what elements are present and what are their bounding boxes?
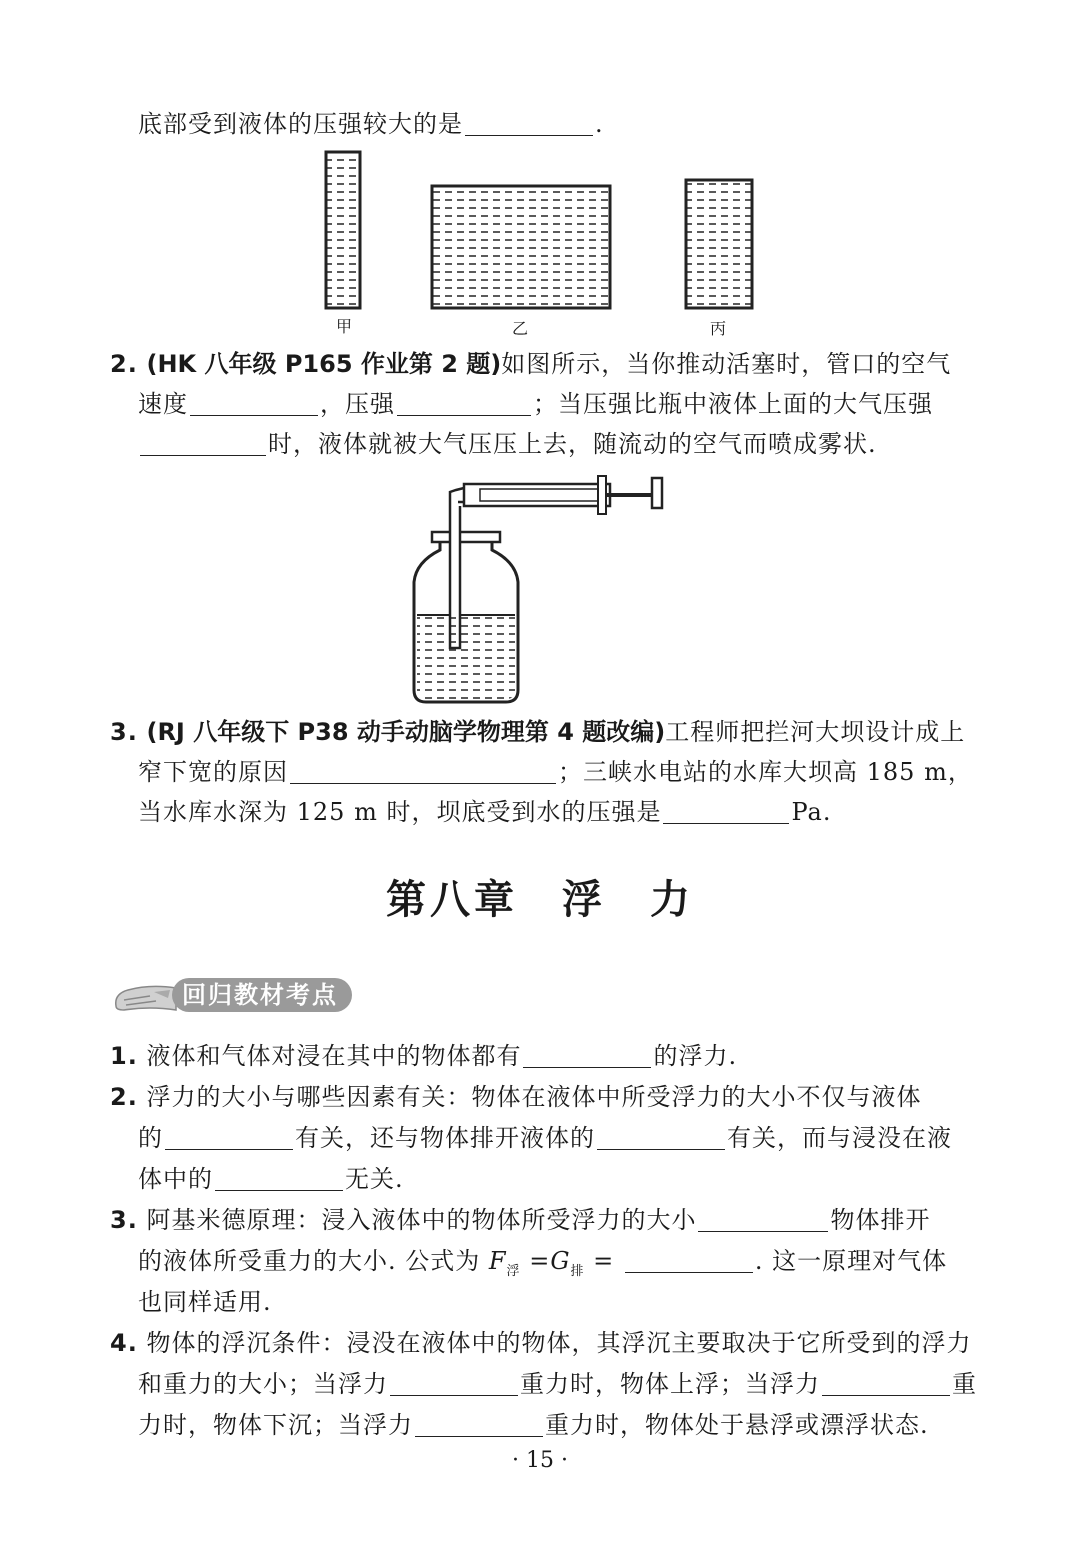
page-number: · 15 · bbox=[512, 1448, 568, 1473]
tube bbox=[450, 504, 460, 648]
answer-blank[interactable] bbox=[597, 1123, 725, 1150]
caption-yi: 乙 bbox=[512, 319, 529, 338]
answer-blank[interactable] bbox=[822, 1369, 950, 1396]
q2-line1: 2. (HK 八年级 P165 作业第 2 题)如图所示，当你推动活塞时，管口的空气 bbox=[110, 350, 952, 378]
container-bing bbox=[686, 180, 752, 308]
item-4-line1: 4. 物体的浮沉条件：浸没在液体中的物体，其浮沉主要取决于它所受到的浮力 bbox=[110, 1329, 972, 1357]
item-2-line2: 的 有关，还与物体排开液体的 有关，而与浸没在液 bbox=[138, 1124, 952, 1152]
caption-jia: 甲 bbox=[336, 317, 353, 336]
item-3-line3: 也同样适用. bbox=[138, 1288, 272, 1316]
caption-bing: 丙 bbox=[710, 319, 727, 338]
liquid-containers-figure bbox=[300, 148, 780, 348]
container-yi bbox=[432, 186, 610, 308]
book-icon bbox=[110, 980, 180, 1014]
container-jia bbox=[326, 152, 360, 308]
answer-blank[interactable] bbox=[415, 1410, 543, 1437]
item-3-line2: 的液体所受重力的大小. 公式为 $F_浮 =G_排$ = . 这一原理对气体 bbox=[138, 1247, 948, 1279]
q2-line2: 速度 ，压强 ；当压强比瓶中液体上面的大气压强 bbox=[138, 390, 933, 418]
answer-blank[interactable] bbox=[523, 1041, 651, 1068]
q3-line1: 3. (RJ 八年级下 P38 动手动脑学物理第 4 题改编)工程师把拦河大坝设计成上 bbox=[110, 718, 966, 746]
sprayer-figure bbox=[400, 470, 680, 710]
answer-blank[interactable] bbox=[190, 389, 318, 416]
item-1: 1. 液体和气体对浸在其中的物体都有 的浮力. bbox=[110, 1042, 738, 1070]
q3-line3: 当水库水深为 125 m 时，坝底受到水的压强是 Pa. bbox=[138, 798, 832, 826]
section-label: 回归教材考点 bbox=[172, 978, 352, 1012]
item-3-line1: 3. 阿基米德原理：浸入液体中的物体所受浮力的大小 物体排开 bbox=[110, 1206, 931, 1234]
item-2-line3: 体中的 无关. bbox=[138, 1165, 404, 1193]
item-2-line1: 2. 浮力的大小与哪些因素有关：物体在液体中所受浮力的大小不仅与液体 bbox=[110, 1083, 922, 1111]
answer-blank[interactable] bbox=[390, 1369, 518, 1396]
item-4-line2: 和重力的大小；当浮力 重力时，物体上浮；当浮力 重 bbox=[138, 1370, 977, 1398]
intro-line: 底部受到液体的压强较大的是 . bbox=[138, 110, 604, 138]
syringe bbox=[450, 476, 662, 514]
answer-blank[interactable] bbox=[290, 757, 556, 784]
answer-blank[interactable] bbox=[165, 1123, 293, 1150]
answer-blank[interactable] bbox=[625, 1246, 753, 1273]
q3-line2: 窄下宽的原因 ；三峡水电站的水库大坝高 185 m， bbox=[138, 758, 973, 786]
answer-blank[interactable] bbox=[465, 109, 593, 136]
bottle bbox=[414, 532, 518, 702]
answer-blank[interactable] bbox=[140, 429, 266, 456]
chapter-title: 第八章 浮 力 bbox=[386, 876, 694, 923]
answer-blank[interactable] bbox=[698, 1205, 828, 1232]
answer-blank[interactable] bbox=[663, 797, 789, 824]
item-4-line3: 力时，物体下沉；当浮力 重力时，物体处于悬浮或漂浮状态. bbox=[138, 1411, 929, 1439]
answer-blank[interactable] bbox=[397, 389, 531, 416]
answer-blank[interactable] bbox=[215, 1164, 343, 1191]
q2-line3: 时，液体就被大气压压上去，随流动的空气而喷成雾状. bbox=[138, 428, 877, 460]
